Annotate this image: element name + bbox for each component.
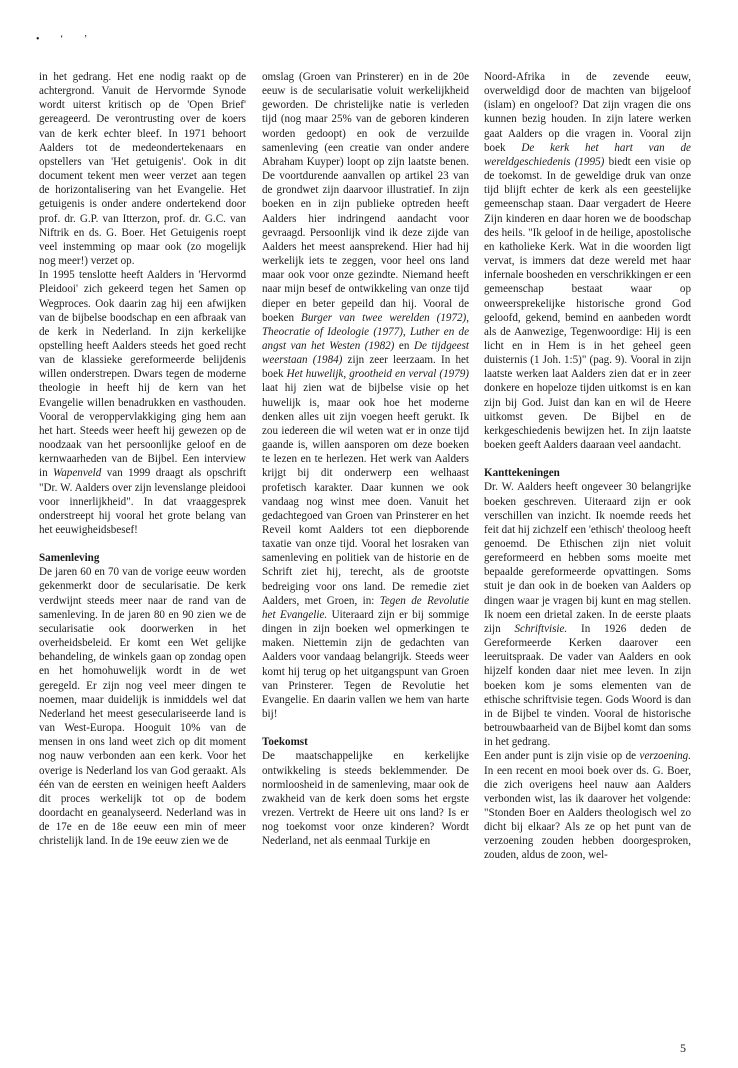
column-3 [484, 70, 691, 863]
page-marks: • ‘ ’ [36, 34, 97, 45]
column-2 [262, 70, 469, 848]
paragraph: Een ander punt is zijn visie op de verzoening. In een recent en mooi boek over ds. G. Boer, die zich overigens heel nauw aan Aalders verbonden wist, las ik daarover het volgende: "Stonden Boer en Aalders theologisch wel zo dicht bij elkaar? Als ze op het punt van de verzoening zouden hebben doorgesproken, zouden, aldus de zoon, wel- [484, 750, 691, 862]
section-heading-samenleving: Samenleving [39, 552, 100, 565]
paragraph: In 1995 tenslotte heeft Aalders in 'Hervormd Pleidooi' zich gekeerd tegen het Samen op Wegproces. Ook daarin zag hij een afwijken van de bijbelse boodschap en een afbraak van de kerk in Nederland. In zijn kerkelijke opstelling heeft Aalders steeds het goed recht van de klassieke gereformeerde belijdenis willen onderstrepen. Dwars tegen de moderne theologie in heeft hij de kern van het Evangelie willen benadrukken en vasthouden. Vooral de veroppervlakkiging ging hem aan het hart. Steeds weer heeft hij gewezen op de noodzaak van het persoonlijke geloof en de kernwaarheden van de Bijbel. Een interview in Wapenveld van 1999 draagt als opschrift "Dr. W. Aalders over zijn levenslange pleidooi voor innerlijkheid". In dat vraaggesprek onderstreept hij vooral het grote belang van het eeuwigheidsbesef! [39, 269, 246, 536]
paragraph: Noord-Afrika in de zevende eeuw, overweldigd door de machten van bijgeloof (islam) en ongeloof? Dat zijn vragen die ons kunnen bezig houden. In zijn latere werken gaat Aalders op die vragen in. Vooral zijn boek De kerk het hart van de wereldgeschiedenis (1995) biedt een visie op de toekomst. In de geweldige druk van onze tijd blijft echter de kerk als een geestelijke gemeenschap staan. Daar vergadert de Heere Zijn kinderen en daar horen we de boodschap des heils. "Ik geloof in de heilige, apostolische en katholieke Kerk. Wat in die woorden ligt vervat, is immers dat deze wereld met haar infernale boosheden en verschrikkingen er een gemeenschap bestaat waar op onweersprekelijke historische grond God geloofd, gekend, bemind en aanbeden wordt als de Aanwezige, Tegenwoordige: Hij is een licht en in Hem is in het geheel geen duisternis (1 Joh. 1:5)" (pag. 9). Vooral in zijn laatste werken laat Aalders zien dat er in zeer donkere en hopeloze tijden uitkomst is en kan zijn bij God. Juist dan kan en wil de Heere uitkomst geven. De Bijbel en de kerkgeschiedenis bewijzen het. In zijn laatste boeken geeft Aalders daaraan veel aandacht. [484, 71, 691, 452]
column-1 [39, 70, 246, 848]
paragraph: Dr. W. Aalders heeft ongeveer 30 belangrijke boeken geschreven. Uiteraard zijn er ook verschillen van inzicht. Ik noemde reeds het feit dat hij zichzelf een 'ethisch' theoloog heeft genoemd. De Ethischen zijn niet voluit gereformeerd en hebben soms moeite met bepaalde gereformeerde opvattingen. Soms stuit je dan ook in de boeken van Aalders op dingen waar je vragen bij kunt en mag stellen. Ik noem een drietal zaken. In de eerste plaats zijn Schriftvisie. In 1926 deden de Gereformeerde Kerken daarover een leeruitspraak. De vader van Aalders en ook hijzelf konden daar niet mee leven. In zijn boeken kom je soms elementen van de ethische schriftvisie tegen. Gods Woord is dan in de Bijbel te vinden. Vooral de historische betrouwbaarheid van de Bijbel komt dan soms in het gedrang. [484, 481, 691, 749]
page-number: 5 [680, 1041, 686, 1055]
section-heading-toekomst: Toekomst [262, 736, 308, 749]
paragraph: omslag (Groen van Prinsterer) en in de 20e eeuw is de secularisatie voluit werkelijkheid geworden. De christelijke natie is verleden tijd (nog maar 25% van de geboren kinderen worden gedoopt) en ook de verzuilde samenleving (een creatie van onder andere Abraham Kuyper) loopt op zijn laatste benen. De voortdurende aanvallen op artikel 23 van de grondwet zijn daarvoor illustratief. In zijn boeken en in zijn publieke optreden heeft Aalders hier indringend aandacht voor gevraagd. Persoonlijk vind ik deze zijde van Aalders het meest aansprekend. Hier had hij werkelijk iets te zeggen, voor heel ons land maar ook voor onze gezindte. Niemand heeft naar mijn besef de ontwikkeling van onze tijd dieper en beter gepeild dan hij. Vooral de boeken Burger van twee werelden (1972), Theocratie of Ideologie (1977), Luther en de angst van het Westen (1982) en De tijdgeest weerstaan (1984) zijn zeer leerzaam. In het boek Het huwelijk, grootheid en verval (1979) laat hij zien wat de bijbelse visie op het huwelijk is, maar ook hoe het moderne denken alles uit zijn voegen heeft gerukt. Ik zou iedereen die wil weten wat er in onze tijd gaande is, willen aansporen om deze boeken te lezen en te herlezen. Het werk van Aalders krijgt bij dit onderwerp een welhaast profetisch karakter. Daar kunnen we ook vandaag nog winst mee doen. Vanuit het gedachtegoed van Groen van Prinsterer en het Reveil komt Aalders tot een diepborende taxatie van onze tijd. Vooral het losraken van samenleving en politiek van de historie en de Schrift ziet hij, terecht, als de grootste bedreiging voor ons land. De remedie ziet Aalders, met Groen, in: Tegen de Revolutie het Evangelie. Uiteraard zijn er bij sommige dingen in zijn boeken wel opmerkingen te maken. Niettemin zijn de gedachten van Aalders voor vandaag belangrijk. Steeds weer komt hij terug op het uitgangspunt van Groen van Prinsterer. Tegen de Revolutie het Evangelie. En daarin vallen we hem van harte bij! [262, 71, 470, 721]
paragraph: in het gedrang. Het ene nodig raakt op de achtergrond. Vanuit de Hervormde Synode wordt uiterst kritisch op de 'Open Brief' gereageerd. De verontrusting over de koers van de kerk echter bleef. In 1971 behoort Aalders tot de medeondertekenaars en opstellers van 'Het getuigenis'. Ook in dit document tekent men weer verzet aan tegen de horizontalisering van het Evangelie. Het getuigenis is onder andere ondertekend door prof. dr. G.P. van Itterzon, prof. dr. G.C. van Niftrik en ds. G. Boer. Het Getuigenis roept veel instemming op maar ook (zo mogelijk nog meer!) verzet op. [39, 71, 246, 268]
section-heading-kanttekeningen: Kanttekeningen [484, 467, 560, 480]
paragraph: De jaren 60 en 70 van de vorige eeuw worden gekenmerkt door de secularisatie. De kerk verdwijnt steeds meer naar de rand van de samenleving. In de jaren 80 en 90 zien we de secularisatie ook doorwerken in het overheidsbeleid. Er komt een Wet gelijke behandeling, de winkels gaan op zondag open en het homohuwelijk wordt in de wet geregeld. Er zijn nog veel meer dingen te noemen, maar duidelijk is inmiddels wel dat Nederland het meest geseculariseerde land is van West-Europa. Hooguit 10% van de mensen in ons land weet zich op dit moment nog nauw verbonden aan een kerk. Voor het overige is Nederland los van God geraakt. Als één van de eersten en weinigen heeft Aalders dit proces werkelijk tot op de bodem doordacht en geanalyseerd. Nederland was in de 17e en de 18e eeuw een min of meer christelijk land. In de 19e eeuw zien we de [39, 566, 246, 848]
paragraph: De maatschappelijke en kerkelijke ontwikkeling is steeds beklemmender. De normloosheid in de samenleving, maar ook de zwakheid van de kerk doen soms het ergste vrezen. Vertrekt de Heere uit ons land? Is er nog toekomst voor onze kinderen? Wordt Nederland, net als eenmaal Turkije en [262, 750, 469, 848]
